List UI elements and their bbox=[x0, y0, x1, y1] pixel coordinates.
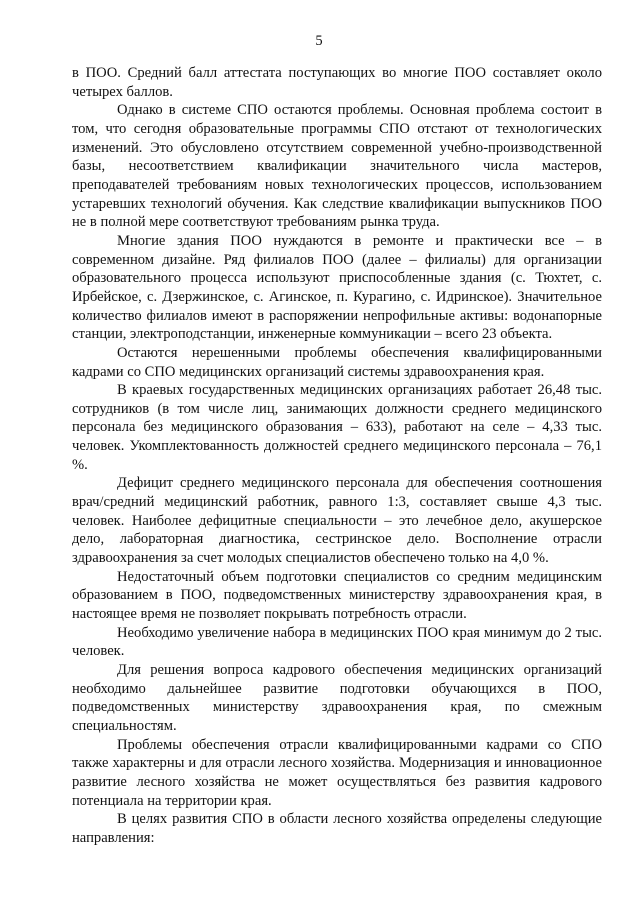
paragraph-6: Дефицит среднего медицинского персонала для обеспечения соотношения врач/средний медицинский работник, равного 1:3, составляет свыше 4,3 тыс. человек. Наиболее дефицитные специальности – это лечебное дело, акушерское дело, лабораторная диагностика, сестринское дело. Восполнение отрасли здравоохранения за счет молодых специалистов обеспечено только на 4,0 %. bbox=[72, 475, 602, 567]
paragraph-11: В целях развития СПО в области лесного хозяйства определены следующие направления: bbox=[72, 811, 602, 846]
paragraph-4: Остаются нерешенными проблемы обеспечения квалифицированными кадрами со СПО медицинских организаций системы здравоохранения края. bbox=[72, 344, 602, 380]
paragraph-10: Проблемы обеспечения отрасли квалифицированными кадрами со СПО также характерны и для отрасли лесного хозяйства. Модернизация и инновационное развитие лесного хозяйства не может осуществляться без развития кадрового потенциала на территории края. bbox=[72, 736, 602, 809]
paragraph-1: в ПОО. Средний балл аттестата поступающих во многие ПОО составляет около четырех баллов. bbox=[72, 65, 602, 100]
paragraph-3: Многие здания ПОО нуждаются в ремонте и практически все – в современном дизайне. Ряд филиалов ПОО (далее – филиалы) для организации образовательного процесса используют приспособленные здания (с. Тюхтет, с. Ирбейское, с. Дзержинское, с. Агинское, п. Курагино, с. Идринское). Значительное количество филиалов имеют в распоряжении непрофильные активы: водонапорные станции, электроподстанции, инженерные коммуникации – всего 23 объекта. bbox=[72, 232, 602, 343]
page-number: 5 bbox=[315, 33, 323, 49]
paragraph-5: В краевых государственных медицинских организациях работает 26,48 тыс. сотрудников (в том числе лиц, занимающих должности среднего медицинского персонала без медицинского образования – 633), работают на селе – 4,33 тыс. человек. Укомплектованность должностей среднего медицинского персонала – 76,1 %. bbox=[72, 382, 602, 473]
paragraph-7: Недостаточный объем подготовки специалистов со средним медицинским образованием в ПОО, подведомственных министерству здравоохранения края, в настоящее время не позволяет покрывать потребность отрасли. bbox=[72, 568, 602, 623]
page-body bbox=[72, 64, 602, 848]
paragraph-2: Однако в системе СПО остаются проблемы. Основная проблема состоит в том, что сегодня образовательные программы СПО отстают от технологических изменений. Это обусловлено отсутствием современной учебно-производственной базы, несоответствием квалификации значительного числа мастеров, преподавателей требованиям новых технологических процессов, использованием устаревших технологий обучения. Как следствие квалификации выпускников ПОО не в полной мере соответствуют требованиям рынка труда. bbox=[72, 102, 602, 231]
paragraph-8: Необходимо увеличение набора в медицинских ПОО края минимум до 2 тыс. человек. bbox=[72, 624, 602, 660]
paragraph-9: Для решения вопроса кадрового обеспечения медицинских организаций необходимо дальнейшее развитие подготовки обучающихся в ПОО, подведомственных министерству здравоохранения края, по смежным специальностям. bbox=[72, 662, 602, 734]
